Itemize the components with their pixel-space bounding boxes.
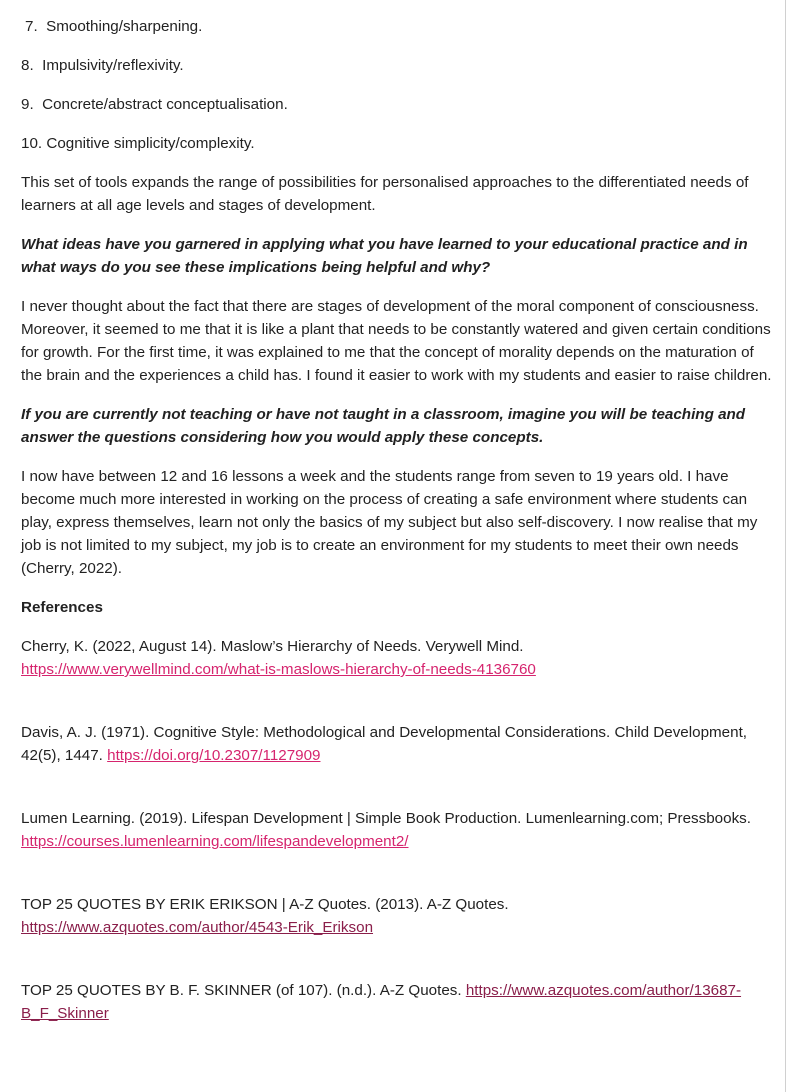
reference-link[interactable]: https://courses.lumenlearning.com/lifespandevelopment2/ xyxy=(21,833,409,850)
list-item-10: 10. Cognitive simplicity/complexity. xyxy=(21,135,255,152)
reference-item: Cherry, K. (2022, August 14). Maslow’s Hierarchy of Needs. Verywell Mind. https://www.verywellmind.com/what-is-maslows-hierarchy-of-needs-4136760 xyxy=(21,638,536,678)
list-item-9: 9. Concrete/abstract conceptualisation. xyxy=(21,96,288,113)
list-item-7: 7. Smoothing/sharpening. xyxy=(25,18,203,35)
question-heading-1: What ideas have you garnered in applying what you have learned to your educational practice and in what ways do you see these implications being helpful and why? xyxy=(21,236,748,276)
reference-link[interactable]: https://www.azquotes.com/author/13687-B_F_Skinner xyxy=(21,982,742,1022)
reference-item: Lumen Learning. (2019). Lifespan Development | Simple Book Production. Lumenlearning.com; Pressbooks. https://courses.lumenlearning.com/lifespandevelopment2/ xyxy=(21,810,751,850)
reference-item: Davis, A. J. (1971). Cognitive Style: Methodological and Developmental Considerations. Child Development, 42(5), 1447. https://doi.org/10.2307/1127909 xyxy=(21,724,748,764)
page-right-border xyxy=(785,0,786,1092)
references-heading: References xyxy=(21,599,103,616)
answer-paragraph-2: I now have between 12 and 16 lessons a week and the students range from seven to 19 years old. I have become much more interested in working on the process of creating a safe environment where students can play, express themselves, learn not only the basics of my subject but also self-discovery. I now realise that my job is not limited to my subject, my job is to create an environment for my students to meet their own needs (Cherry, 2022). xyxy=(21,468,758,577)
reference-item: TOP 25 QUOTES BY ERIK ERIKSON | A-Z Quotes. (2013). A-Z Quotes. https://www.azquotes.com/author/4543-Erik_Erikson xyxy=(21,896,509,936)
article-content xyxy=(21,15,773,1065)
answer-paragraph-1: I never thought about the fact that there are stages of development of the moral component of consciousness. Moreover, it seemed to me that it is like a plant that needs to be constantly watered and given certain conditions for growth. For the first time, it was explained to me that the concept of morality depends on the maturation of the brain and the experiences a child has. I found it easier to work with my students and easier to raise children. xyxy=(21,298,772,384)
question-heading-2: If you are currently not teaching or have not taught in a classroom, imagine you will be teaching and answer the questions considering how you would apply these concepts. xyxy=(21,406,746,446)
reference-item: TOP 25 QUOTES BY B. F. SKINNER (of 107). (n.d.). A-Z Quotes. https://www.azquotes.com/author/13687-B_F_Skinner xyxy=(21,982,742,1022)
summary-paragraph: This set of tools expands the range of possibilities for personalised approaches to the differentiated needs of learners at all age levels and stages of development. xyxy=(21,174,749,214)
reference-link[interactable]: https://www.verywellmind.com/what-is-maslows-hierarchy-of-needs-4136760 xyxy=(21,661,536,678)
reference-link[interactable]: https://doi.org/10.2307/1127909 xyxy=(107,747,321,764)
list-item-8: 8. Impulsivity/reflexivity. xyxy=(21,57,184,74)
reference-link[interactable]: https://www.azquotes.com/author/4543-Erik_Erikson xyxy=(21,919,374,936)
